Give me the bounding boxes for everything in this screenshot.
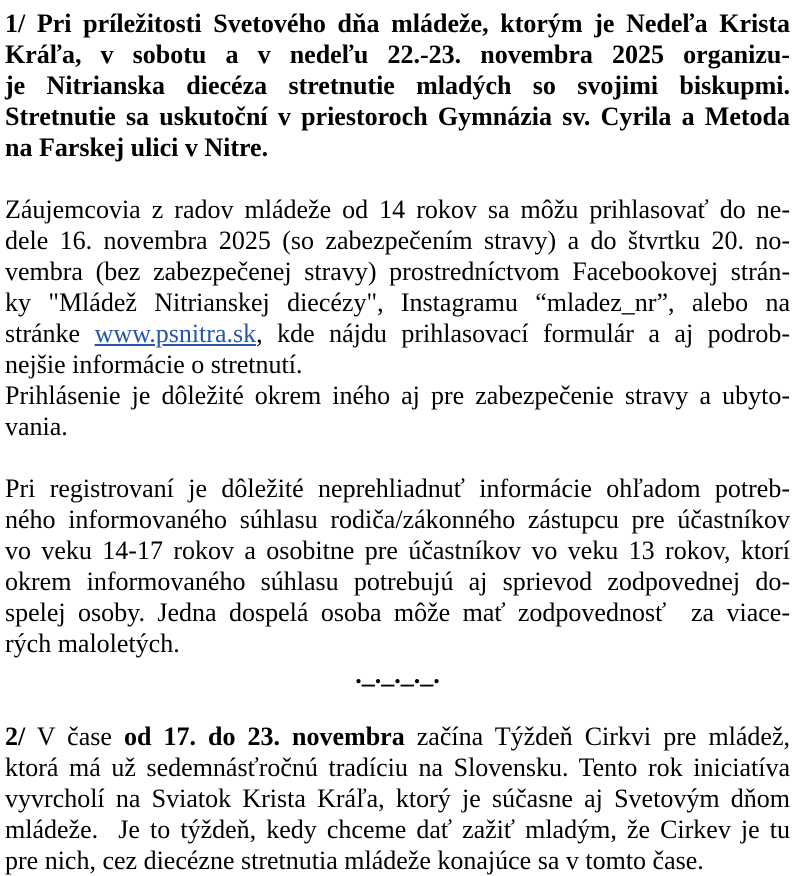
text-segment: stránke bbox=[5, 319, 95, 348]
text-segment: nejšie informácie o stretnutí. bbox=[5, 350, 303, 379]
text-line bbox=[5, 287, 790, 318]
text-segment: ného informovaného súhlasu rodiča/zákonného zástupcu pre účastníkov bbox=[5, 505, 790, 534]
text-segment: V čase bbox=[25, 722, 124, 751]
text-segment: spelej osoby. Jedna dospelá osoba môže mať zodpovednosť za viace- bbox=[5, 598, 790, 627]
registration-info bbox=[5, 194, 790, 442]
text-segment: ._._._._. bbox=[355, 660, 440, 689]
text-line bbox=[5, 473, 790, 504]
text-line bbox=[5, 194, 790, 225]
text-line bbox=[5, 8, 790, 39]
text-segment: vyvrcholí na Sviatok Krista Kráľa, ktorý je súčasne aj Svetovým dňom bbox=[5, 784, 790, 813]
text-segment: rých maloletých. bbox=[5, 629, 180, 658]
text-segment: je Nitrianska diecéza stretnutie mladých so svojimi biskupmi. bbox=[5, 71, 790, 100]
text-line bbox=[5, 814, 790, 845]
text-segment: Kráľa, v sobotu a v nedeľu 22.-23. novembra 2025 organizu- bbox=[5, 40, 790, 69]
psnitra-link[interactable]: www.psnitra.sk bbox=[94, 319, 257, 348]
text-line bbox=[5, 845, 790, 876]
text-line bbox=[5, 752, 790, 783]
announcement-2 bbox=[5, 721, 790, 876]
text-line bbox=[5, 535, 790, 566]
text-segment: pre nich, cez diecézne stretnutia mládeže konajúce sa v tomto čase. bbox=[5, 846, 704, 875]
text-line bbox=[5, 411, 790, 442]
text-segment: ktorá má už sedemnásťročnú tradíciu na Slovensku. Tento rok iniciatíva bbox=[5, 753, 790, 782]
text-line bbox=[5, 256, 790, 287]
separator-line bbox=[5, 659, 790, 690]
text-segment: , kde nájdu prihlasovací formulár a aj podrob- bbox=[256, 319, 790, 348]
text-segment: 2/ bbox=[5, 722, 26, 751]
text-segment: Záujemcovia z radov mládeže od 14 rokov sa môžu prihlasovať do ne- bbox=[5, 195, 790, 224]
text-line bbox=[5, 225, 790, 256]
text-segment: vo veku 14-17 rokov a osobitne pre účastníkov vo veku 13 rokov, ktorí bbox=[5, 536, 790, 565]
text-segment: Stretnutie sa uskutoční v priestoroch Gymnázia sv. Cyrila a Metoda bbox=[5, 102, 790, 131]
consent-info bbox=[5, 473, 790, 659]
text-segment: Prihlásenie je dôležité okrem iného aj pre zabezpečenie stravy a ubyto- bbox=[5, 381, 790, 410]
text-line bbox=[5, 504, 790, 535]
text-segment: Pri registrovaní je dôležité neprehliadnuť informácie ohľadom potreb- bbox=[5, 474, 790, 503]
text-line bbox=[5, 566, 790, 597]
text-line bbox=[5, 101, 790, 132]
text-line bbox=[5, 628, 790, 659]
section-separator bbox=[5, 659, 790, 690]
text-line bbox=[5, 721, 790, 752]
announcement-1-heading bbox=[5, 8, 790, 163]
text-line bbox=[5, 39, 790, 70]
text-line bbox=[5, 349, 790, 380]
text-line bbox=[5, 380, 790, 411]
text-segment: ky "Mládež Nitrianskej diecézy", Instagramu “mladez_nr”, alebo na bbox=[5, 288, 790, 317]
text-segment: dele 16. novembra 2025 (so zabezpečením stravy) a do štvrtku 20. no- bbox=[5, 226, 790, 255]
text-line bbox=[5, 597, 790, 628]
text-segment: začína Týždeň Cirkvi pre mládež, bbox=[404, 722, 791, 751]
text-line bbox=[5, 132, 790, 163]
text-segment: okrem informovaného súhlasu potrebujú aj sprievod zodpovednej do- bbox=[5, 567, 790, 596]
text-segment: vembra (bez zabezpečenej stravy) prostredníctvom Facebookovej strán- bbox=[5, 257, 790, 286]
text-segment: od 17. do 23. novembra bbox=[123, 722, 405, 751]
text-line bbox=[5, 70, 790, 101]
text-segment: mládeže. Je to týždeň, kedy chceme dať zažiť mladým, že Cirkev je tu bbox=[5, 815, 790, 844]
text-segment: na Farskej ulici v Nitre. bbox=[5, 133, 269, 162]
text-line bbox=[5, 783, 790, 814]
text-line bbox=[5, 318, 790, 349]
text-segment: vania. bbox=[5, 412, 68, 441]
text-segment: 1/ Pri príležitosti Svetového dňa mládeže, ktorým je Nedeľa Krista bbox=[5, 9, 790, 38]
